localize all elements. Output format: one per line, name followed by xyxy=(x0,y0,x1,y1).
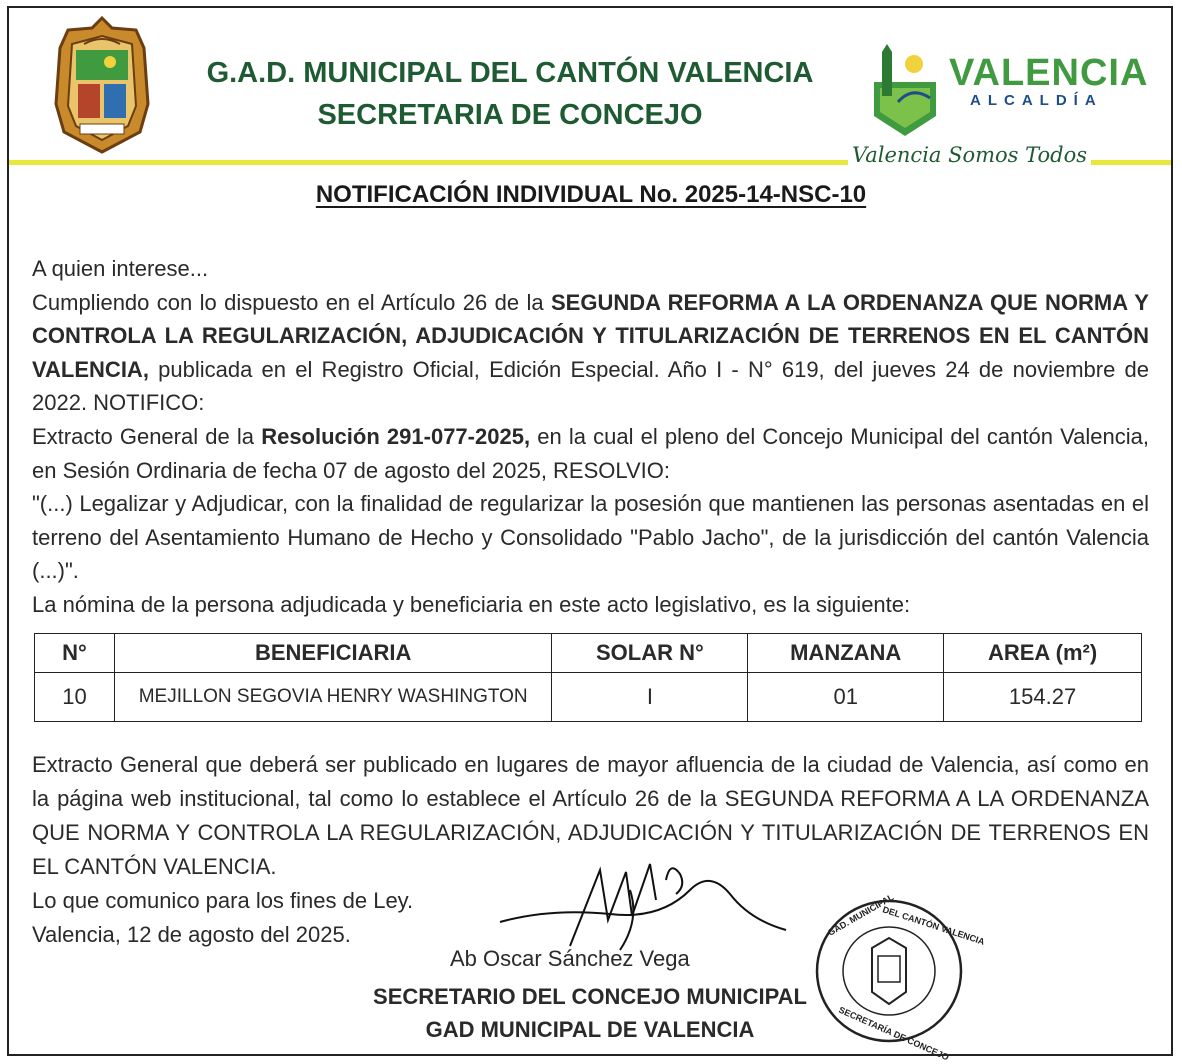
col-header-beneficiary: BENEFICIARIA xyxy=(114,634,552,673)
beneficiary-table xyxy=(34,633,1142,722)
paragraph-nomina: La nómina de la persona adjudicada y beneficiaria en este acto legislativo, es la siguiente: xyxy=(32,591,911,617)
p2-text-bold: Resolución 291-077-2025, xyxy=(261,423,531,449)
svg-text:DEL CANTÓN VALENCIA: DEL CANTÓN VALENCIA xyxy=(881,904,986,947)
municipal-coat-of-arms-icon xyxy=(48,14,156,156)
p1-text-bold: SEGUNDA REFORMA A LA ORDENANZA QUE NORMA Y CONTROLA LA REGULARIZACIÓN, ADJUDICACIÓN Y TITULARIZACIÓN DE TERRENOS EN EL CANTÓN VALENCIA, xyxy=(32,289,1149,382)
col-header-number: N° xyxy=(35,634,115,673)
signature-icon xyxy=(490,850,790,960)
notice-title-text: NOTIFICACIÓN INDIVIDUAL No. 2025-14-NSC-10 xyxy=(315,181,867,208)
cell-beneficiary: MEJILLON SEGOVIA HENRY WASHINGTON xyxy=(114,673,552,722)
paragraph-publication: Extracto General que deberá ser publicado en lugares de mayor afluencia de la ciudad de Valencia, así como en la página web institucional, tal como lo establece el Artículo 26 de la SEGUNDA REFORMA A LA ORDENANZA QUE NORMA Y CONTROLA LA REGULARIZACIÓN, ADJUDICACIÓN Y TITULARIZACIÓN DE TERRENOS EN EL CANTÓN VALENCIA. xyxy=(32,752,1149,879)
paragraph-fines: Lo que comunico para los fines de Ley. xyxy=(32,888,414,913)
col-header-solar: SOLAR N° xyxy=(552,634,748,673)
greeting: A quien interese... xyxy=(32,256,209,281)
table-header-row xyxy=(35,634,1142,673)
svg-text:GAD. MUNICIPAL: GAD. MUNICIPAL xyxy=(826,891,896,938)
notice-body xyxy=(32,252,1149,622)
signatory-role xyxy=(300,980,880,1046)
p2-text-b: en la cual el pleno del Concejo Municipal del cantón Valencia, en Sesión Ordinaria de fecha 07 de agosto del 2025, RESOLVIO: xyxy=(32,423,1149,483)
alcaldia-logo-icon xyxy=(864,42,946,138)
paragraph-resolution xyxy=(32,420,1149,487)
signatory-name: Ab Oscar Sánchez Vega xyxy=(450,946,690,971)
p1-text-b: publicada en el Registro Oficial, Edición Especial. Año I - N° 619, del jueves 24 de noviembre de 2022. NOTIFICO: xyxy=(32,356,1149,416)
brand-subtitle: ALCALDÍA xyxy=(970,92,1103,109)
col-header-manzana: MANZANA xyxy=(748,634,944,673)
cell-number: 10 xyxy=(35,673,115,722)
header-line1: G.A.D. MUNICIPAL DEL CANTÓN VALENCIA xyxy=(206,57,814,89)
paragraph-ordinance xyxy=(32,286,1149,420)
signatory-role-line1: SECRETARIO DEL CONCEJO MUNICIPAL xyxy=(373,984,807,1009)
svg-text:SECRETARÍA DE CONCEJO: SECRETARÍA DE CONCEJO xyxy=(837,1004,951,1063)
cell-area: 154.27 xyxy=(944,673,1142,722)
col-header-area: AREA (m²) xyxy=(944,634,1142,673)
paragraph-date: Valencia, 12 de agosto del 2025. xyxy=(32,922,351,947)
cell-manzana: 01 xyxy=(748,673,944,722)
brand-name: VALENCIA xyxy=(949,52,1149,94)
cell-solar: I xyxy=(552,673,748,722)
notice-title xyxy=(0,181,1182,209)
paragraph-quote: "(...) Legalizar y Adjudicar, con la finalidad de regularizar la posesión que mantienen las personas asentadas en el terreno del Asentamiento Humano de Hecho y Consolidado "Pablo Jacho", de la jurisdicción del cantón Valencia (...)". xyxy=(32,491,1149,584)
slogan: Valencia Somos Todos xyxy=(848,143,1091,167)
table-row xyxy=(35,673,1142,722)
header-title xyxy=(150,52,870,136)
header-line2: SECRETARIA DE CONCEJO xyxy=(317,99,703,131)
p1-text-a: Cumpliendo con lo dispuesto en el Artículo 26 de la xyxy=(32,289,551,315)
signatory-role-line2: GAD MUNICIPAL DE VALENCIA xyxy=(425,1017,755,1042)
p2-text-a: Extracto General de la xyxy=(32,423,262,449)
